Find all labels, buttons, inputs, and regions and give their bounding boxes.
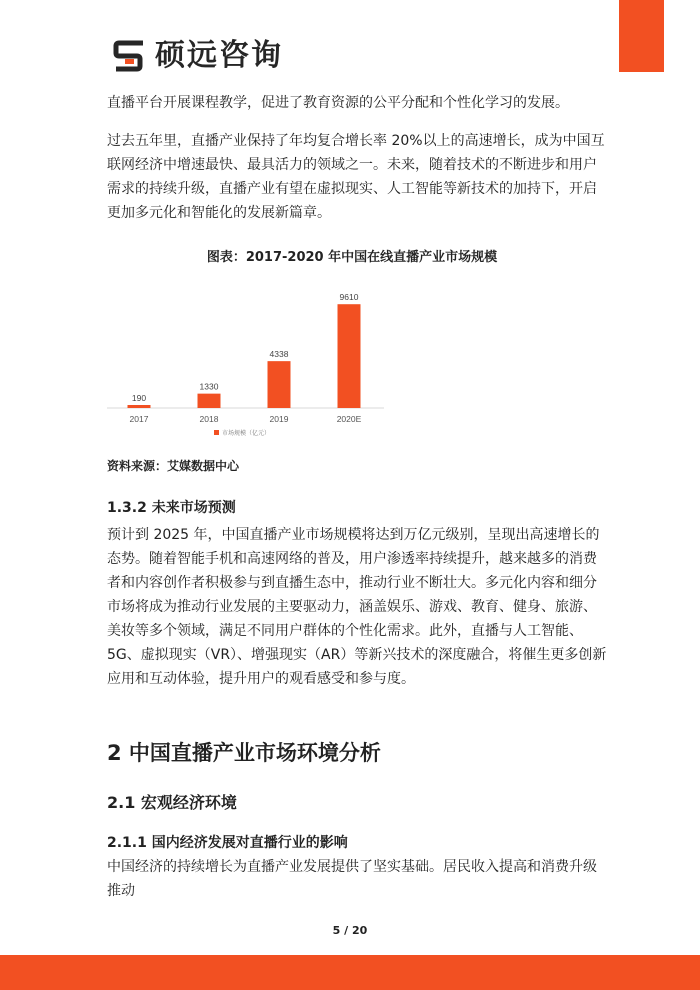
chart-bar-2017 [128,405,151,408]
footer-accent-bar [0,955,700,990]
brand-name: 硕远咨询 [155,38,283,73]
paragraph-1: 直播平台开展课程教学，促进了教育资源的公平分配和个性化学习的发展。 [107,95,569,111]
paragraph-2: 过去五年里，直播产业保持了年均复合增长率 20%以上的高速增长，成为中国互联网经济中增速最快、最具活力的领域之一。未来，随着技术的不断进步和用户需求的持续升级，直播产业有望在虚拟现实、人工智能等新技术的加持下，开启更加多元化和智能化的发展新篇章。 [107,133,605,221]
paragraph-4: 中国经济的持续增长为直播产业发展提供了坚实基础。居民收入提高和消费升级推动 [107,859,597,899]
chart-data-label-2018: 1330 [199,381,219,392]
chart-source: 资料来源：艾媒数据中心 [107,459,240,473]
heading-1-3-2: 1.3.2 未来市场预测 [107,500,236,516]
brand-logo-icon [113,40,147,72]
chart-tick-label-2020E: 2020E [336,414,362,424]
heading-2-1: 2.1 宏观经济环境 [107,793,237,812]
chart-legend-label: 市场规模（亿元） [222,430,271,437]
heading-2-1-1: 2.1.1 国内经济发展对直播行业的影响 [107,835,348,851]
paragraph-3: 预计到 2025 年，中国直播产业市场规模将达到万亿元级别，呈现出高速增长的态势。随着智能手机和高速网络的普及，用户渗透率持续提升，越来越多的消费者和内容创作者积极参与到直播生态中，推动行业不断壮大。多元化内容和细分市场将成为推动行业发展的主要驱动力，涵盖娱乐、游戏、教育、健身、旅游、美妆等多个领域，满足不同用户群体的个性化需求。此外，直播与人工智能、5G、虚拟现实（VR）、增强现实（AR）等新兴技术的深度融合，将催生更多创新应用和互动体验，提升用户的观看感受和参与度。 [107,527,607,687]
chart-tick-label-2019: 2019 [269,414,289,424]
chart-data-label-2020E: 9610 [339,292,359,303]
chart-data-label-2019: 4338 [269,349,289,360]
chart-tick-label-2018: 2018 [199,414,219,424]
chart-legend-swatch [214,430,219,435]
chart-bar-2018 [198,394,221,408]
chart-bar-2020E [338,304,361,408]
chart-bar-2019 [268,361,291,408]
heading-2: 2 中国直播产业市场环境分析 [107,741,381,765]
corner-accent-block [619,0,664,72]
chart-tick-label-2017: 2017 [129,414,149,424]
page-number: 5 / 20 [332,924,368,937]
market-size-chart [107,278,397,443]
brand-logo [113,38,283,74]
chart-data-label-2017: 190 [131,393,147,403]
chart-title: 图表：2017-2020 年中国在线直播产业市场规模 [206,250,498,265]
